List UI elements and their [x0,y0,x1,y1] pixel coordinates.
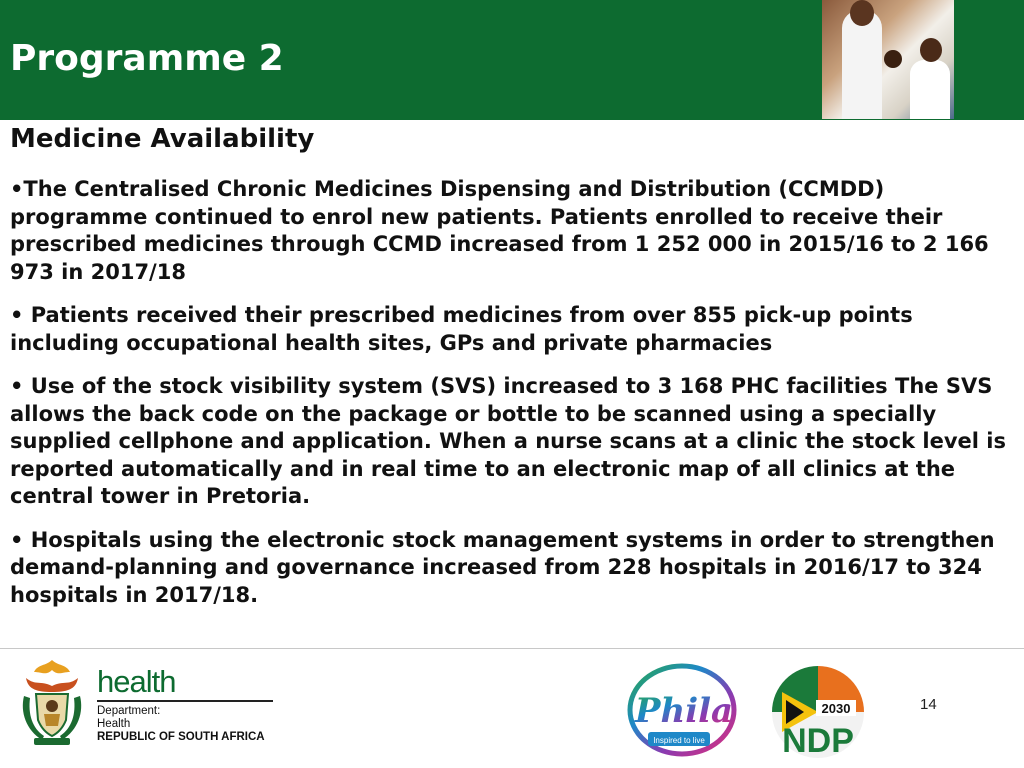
bullet-hospitals: • Hospitals using the electronic stock management systems in order to strengthen demand-planning and governance increased from 228 hospitals in 2016/17 to 324 hospitals in 2017/18. [10,527,995,607]
department-label: Department: [97,705,161,717]
health-logo-word: health [97,664,176,699]
bullet-svs: • Use of the stock visibility system (SVS) increased to 3 168 PHC facilities The SVS allows the back code on the package or bottle to be scanned using a specially supplied cellphone and application. When a nurse scans at a clinic the stock level is reported automatically and in real time to an electronic map of all clinics at the central tower in Pretoria. [10,374,1006,508]
header-photo [822,0,954,119]
page-title: Programme 2 [10,38,284,79]
logo-rule [97,700,273,702]
section-subtitle: Medicine Availability [10,124,315,154]
ndp-logo-text: NDP [782,722,854,760]
phila-tagline: Inspired to live [653,736,705,745]
department-name: Health [97,718,131,730]
ndp-2030-logo-icon [764,662,872,762]
country-name: REPUBLIC OF SOUTH AFRICA [97,731,265,743]
coat-of-arms-icon [16,656,88,748]
bullet-ccmdd: •The Centralised Chronic Medicines Dispensing and Distribution (CCMDD) programme continued to enrol new patients. Patients enrolled to receive their prescribed medicines through CCMD increased from 1 252 000 in 2015/16 to 2 166 973 in 2017/18 [10,177,989,284]
bullet-pickup-points: • Patients received their prescribed medicines from over 855 pick-up points including occupational health sites, GPs and private pharmacies [10,303,913,355]
page-number: 14 [920,696,937,713]
footer-divider [0,648,1024,649]
phila-logo-icon [626,662,744,762]
ndp-year: 2030 [821,701,851,716]
header-bar [0,0,1024,120]
bullet-list [10,176,1018,625]
phila-logo-text: Phila [634,691,734,731]
